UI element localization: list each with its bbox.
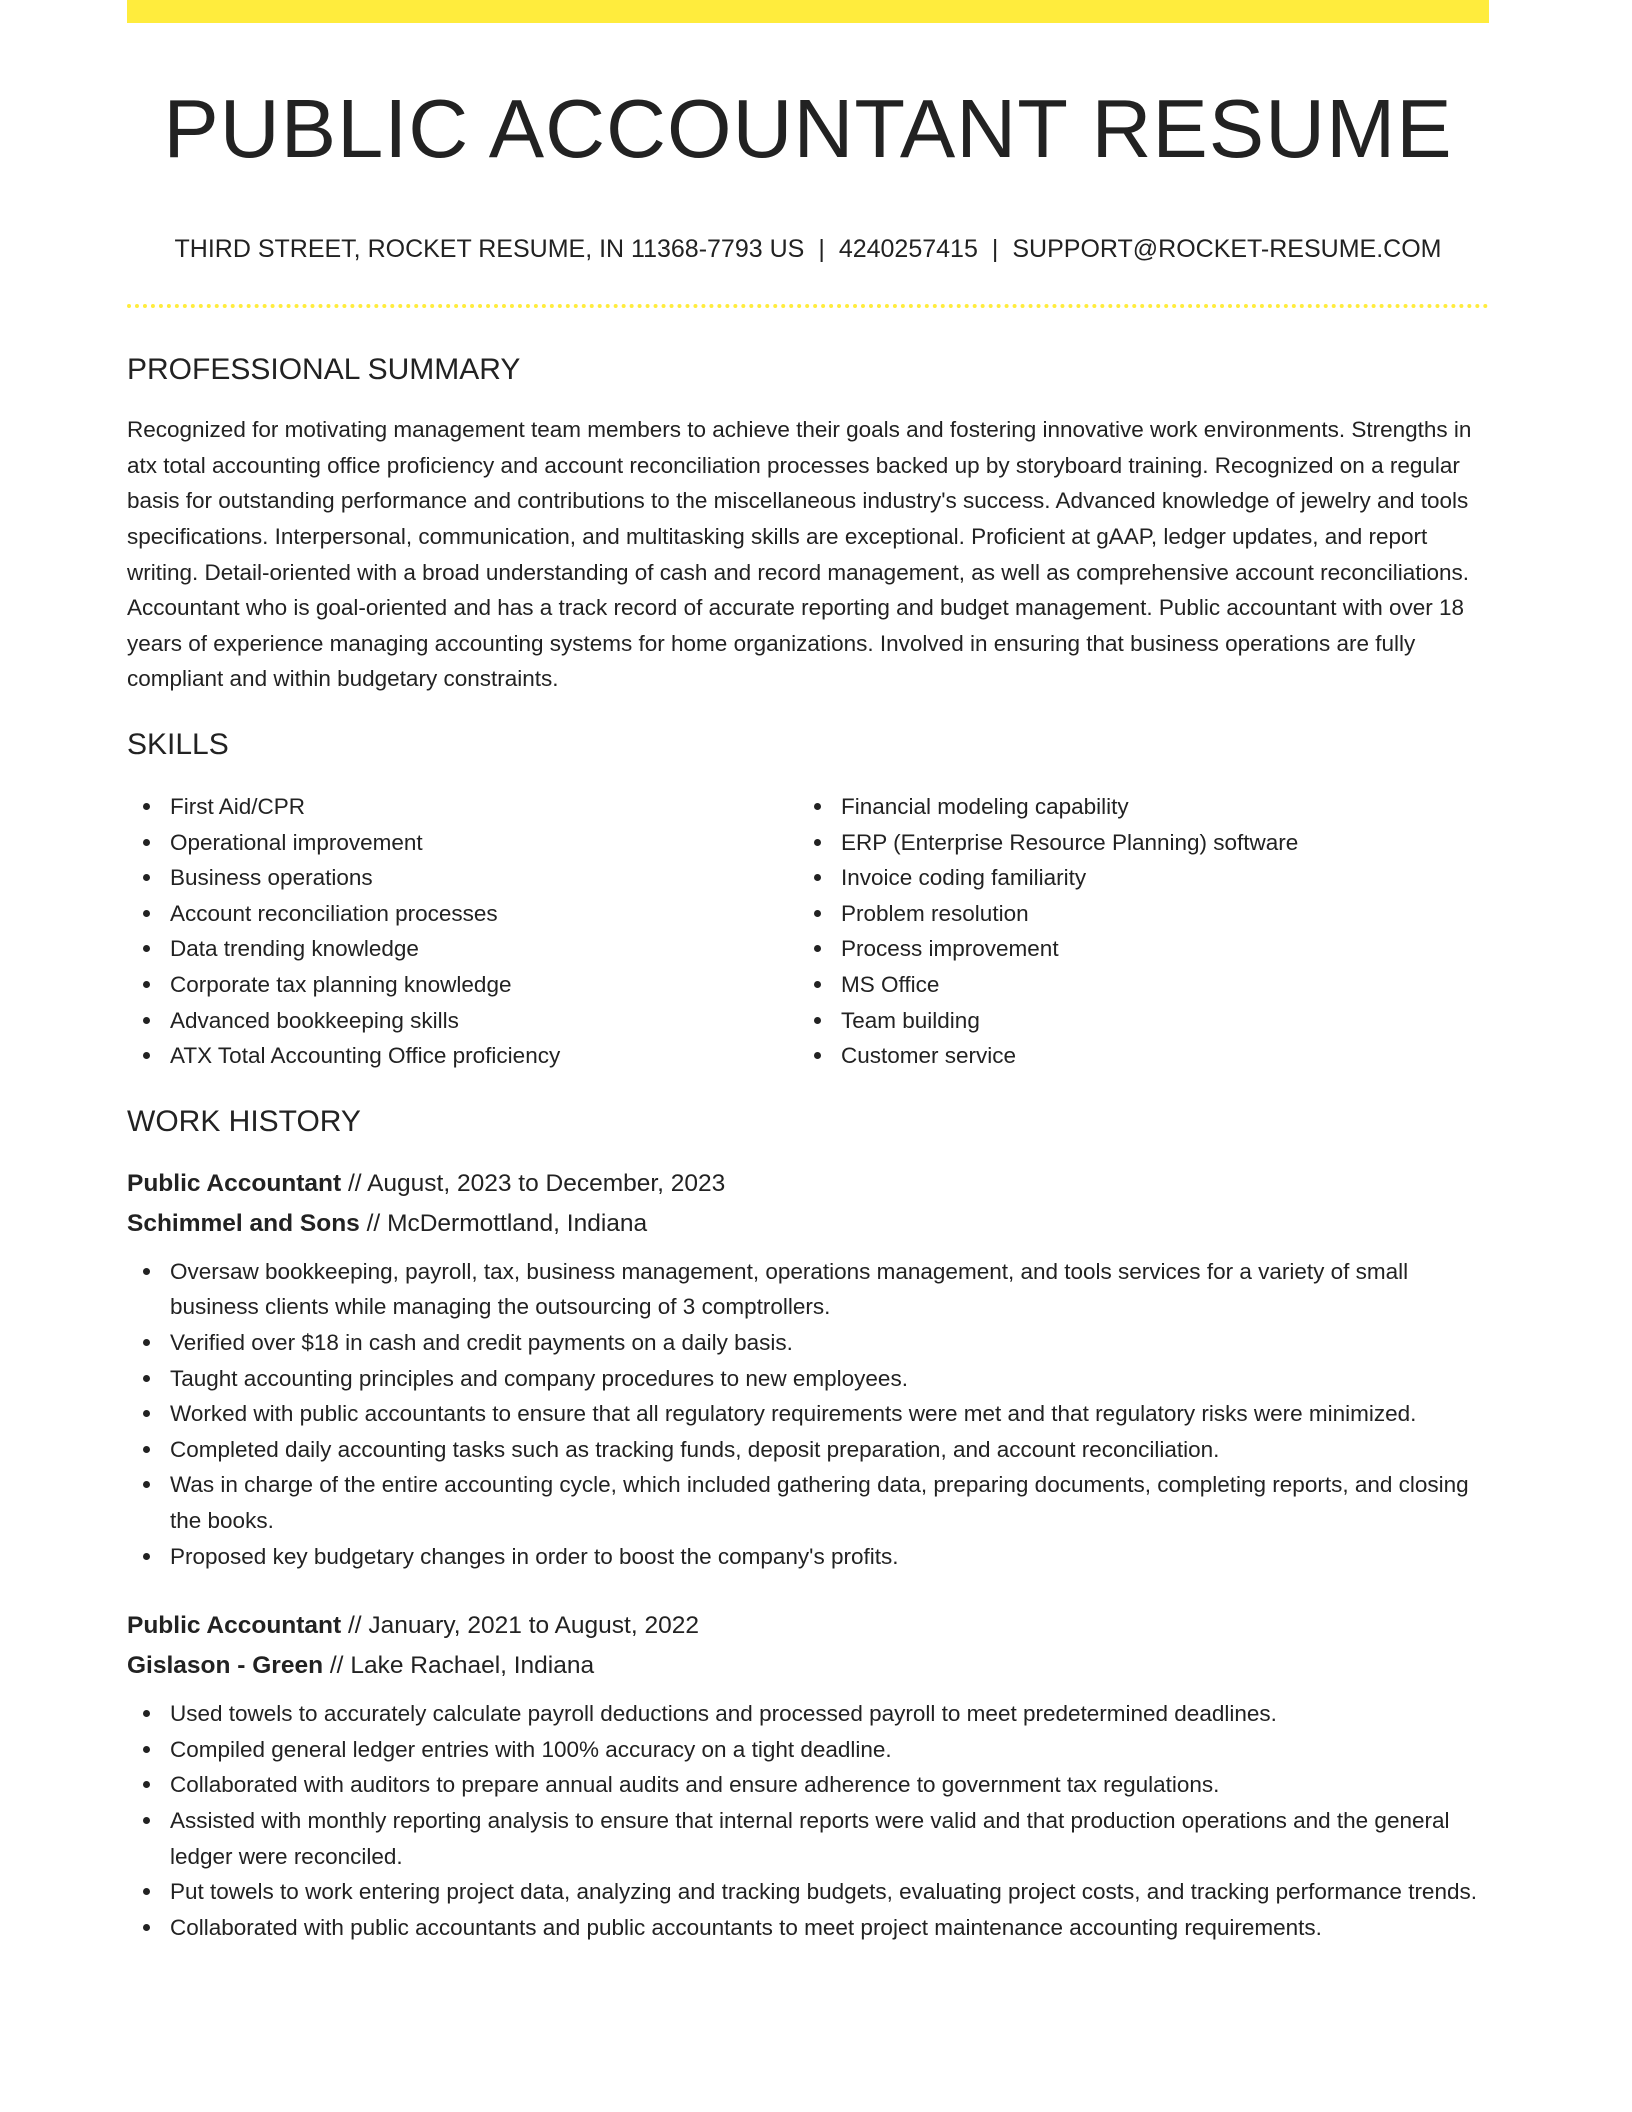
summary-text: Recognized for motivating management team members to achieve their goals and fostering innovative work environments. Strengths in atx total accounting office proficiency and account reconciliation processes backed up by storyboard training. Recognized on a regular basis for outstanding performance and contributions to the miscellaneous industry's success. Advanced knowledge of jewelry and tools specifications. Interpersonal, communication, and multitasking skills are exceptional. Proficient at gAAP, ledger updates, and report writing. Detail-oriented with a broad understanding of cash and record management, as well as comprehensive account reconciliations. Accountant who is goal-oriented and has a track record of accurate reporting and budget management. Public accountant with over 18 years of experience managing accounting systems for home organizations. Involved in ensuring that business operations are fully compliant and within budgetary constraints. <box>127 417 1472 692</box>
skill-item: Account reconciliation processes <box>127 896 798 932</box>
job-duty-item: Collaborated with public accountants and public accountants to meet project maintenance accounting requirements. <box>127 1910 1489 1946</box>
job-duty-item: Used towels to accurately calculate payroll deductions and processed payroll to meet predetermined deadlines. <box>127 1696 1489 1732</box>
job-company-line <box>127 1204 1489 1244</box>
job-location: McDermottland, Indiana <box>387 1209 648 1237</box>
header-divider <box>127 304 1489 308</box>
job-divider: // <box>329 1652 344 1680</box>
contact-address: THIRD STREET, ROCKET RESUME, IN 11368-7793 US <box>174 235 805 264</box>
job-duty-item: Verified over $18 in cash and credit payments on a daily basis. <box>127 1325 1489 1361</box>
job-divider: // <box>347 1612 362 1640</box>
job-duty-item: Was in charge of the entire accounting cycle, which included gathering data, preparing documents, completing reports, and closing the books. <box>127 1467 1489 1538</box>
skills-list <box>127 789 1489 1074</box>
job-duty-item: Worked with public accountants to ensure that all regulatory requirements were met and that regulatory risks were minimized. <box>127 1396 1489 1432</box>
skill-item: Corporate tax planning knowledge <box>127 967 798 1003</box>
accent-bar <box>127 0 1489 23</box>
job-duty-item: Put towels to work entering project data, analyzing and tracking budgets, evaluating project costs, and tracking performance trends. <box>127 1874 1489 1910</box>
skill-item: Business operations <box>127 860 798 896</box>
skill-item: First Aid/CPR <box>127 789 798 825</box>
job-role-line <box>127 1164 1489 1204</box>
job-divider: // <box>347 1169 362 1197</box>
job-company: Schimmel and Sons <box>127 1209 360 1237</box>
job-dates: August, 2023 to December, 2023 <box>367 1169 726 1197</box>
skills-column-right <box>798 789 1469 1074</box>
job-company: Gislason - Green <box>127 1652 324 1680</box>
summary-heading: PROFESSIONAL SUMMARY <box>127 353 521 387</box>
job-role-line <box>127 1606 1489 1646</box>
resume-title: PUBLIC ACCOUNTANT RESUME <box>163 82 1453 175</box>
skill-item: MS Office <box>798 967 1469 1003</box>
job-entry <box>127 1164 1489 1574</box>
contact-separator: | <box>818 235 825 264</box>
skills-heading: SKILLS <box>127 728 229 762</box>
skill-item: Data trending knowledge <box>127 931 798 967</box>
resume-page <box>127 0 1489 1945</box>
job-entry <box>127 1606 1489 1945</box>
job-duty-item: Completed daily accounting tasks such as tracking funds, deposit preparation, and account reconciliation. <box>127 1432 1489 1468</box>
job-duty-item: Oversaw bookkeeping, payroll, tax, business management, operations management, and tools services for a variety of small business clients while managing the outsourcing of 3 comptrollers. <box>127 1254 1489 1325</box>
job-role: Public Accountant <box>127 1612 342 1640</box>
job-duties <box>127 1696 1489 1945</box>
skills-column-left <box>127 789 798 1074</box>
skill-item: Operational improvement <box>127 825 798 861</box>
skill-item: Problem resolution <box>798 896 1469 932</box>
job-duty-item: Compiled general ledger entries with 100% accuracy on a tight deadline. <box>127 1732 1489 1768</box>
skill-item: ERP (Enterprise Resource Planning) software <box>798 825 1469 861</box>
job-duties <box>127 1254 1489 1574</box>
skill-item: Customer service <box>798 1038 1469 1074</box>
work-history-heading: WORK HISTORY <box>127 1104 361 1138</box>
job-duty-item: Taught accounting principles and company procedures to new employees. <box>127 1361 1489 1397</box>
job-duty-item: Assisted with monthly reporting analysis to ensure that internal reports were valid and that production operations and the general ledger were reconciled. <box>127 1803 1489 1874</box>
skill-item: Financial modeling capability <box>798 789 1469 825</box>
contact-phone: 4240257415 <box>838 235 978 264</box>
contact-separator: | <box>991 235 999 264</box>
job-dates: January, 2021 to August, 2022 <box>368 1612 699 1640</box>
job-company-line <box>127 1646 1489 1686</box>
contact-email: SUPPORT@ROCKET-RESUME.COM <box>1012 235 1442 264</box>
skill-item: Invoice coding familiarity <box>798 860 1469 896</box>
job-location: Lake Rachael, Indiana <box>350 1652 595 1680</box>
job-duty-item: Collaborated with auditors to prepare annual audits and ensure adherence to government tax regulations. <box>127 1767 1489 1803</box>
skill-item: Process improvement <box>798 931 1469 967</box>
skill-item: ATX Total Accounting Office proficiency <box>127 1038 798 1074</box>
job-divider: // <box>366 1209 381 1237</box>
job-role: Public Accountant <box>127 1169 342 1197</box>
job-duty-item: Proposed key budgetary changes in order to boost the company's profits. <box>127 1539 1489 1575</box>
contact-line <box>127 234 1489 264</box>
skill-item: Advanced bookkeeping skills <box>127 1003 798 1039</box>
skill-item: Team building <box>798 1003 1469 1039</box>
